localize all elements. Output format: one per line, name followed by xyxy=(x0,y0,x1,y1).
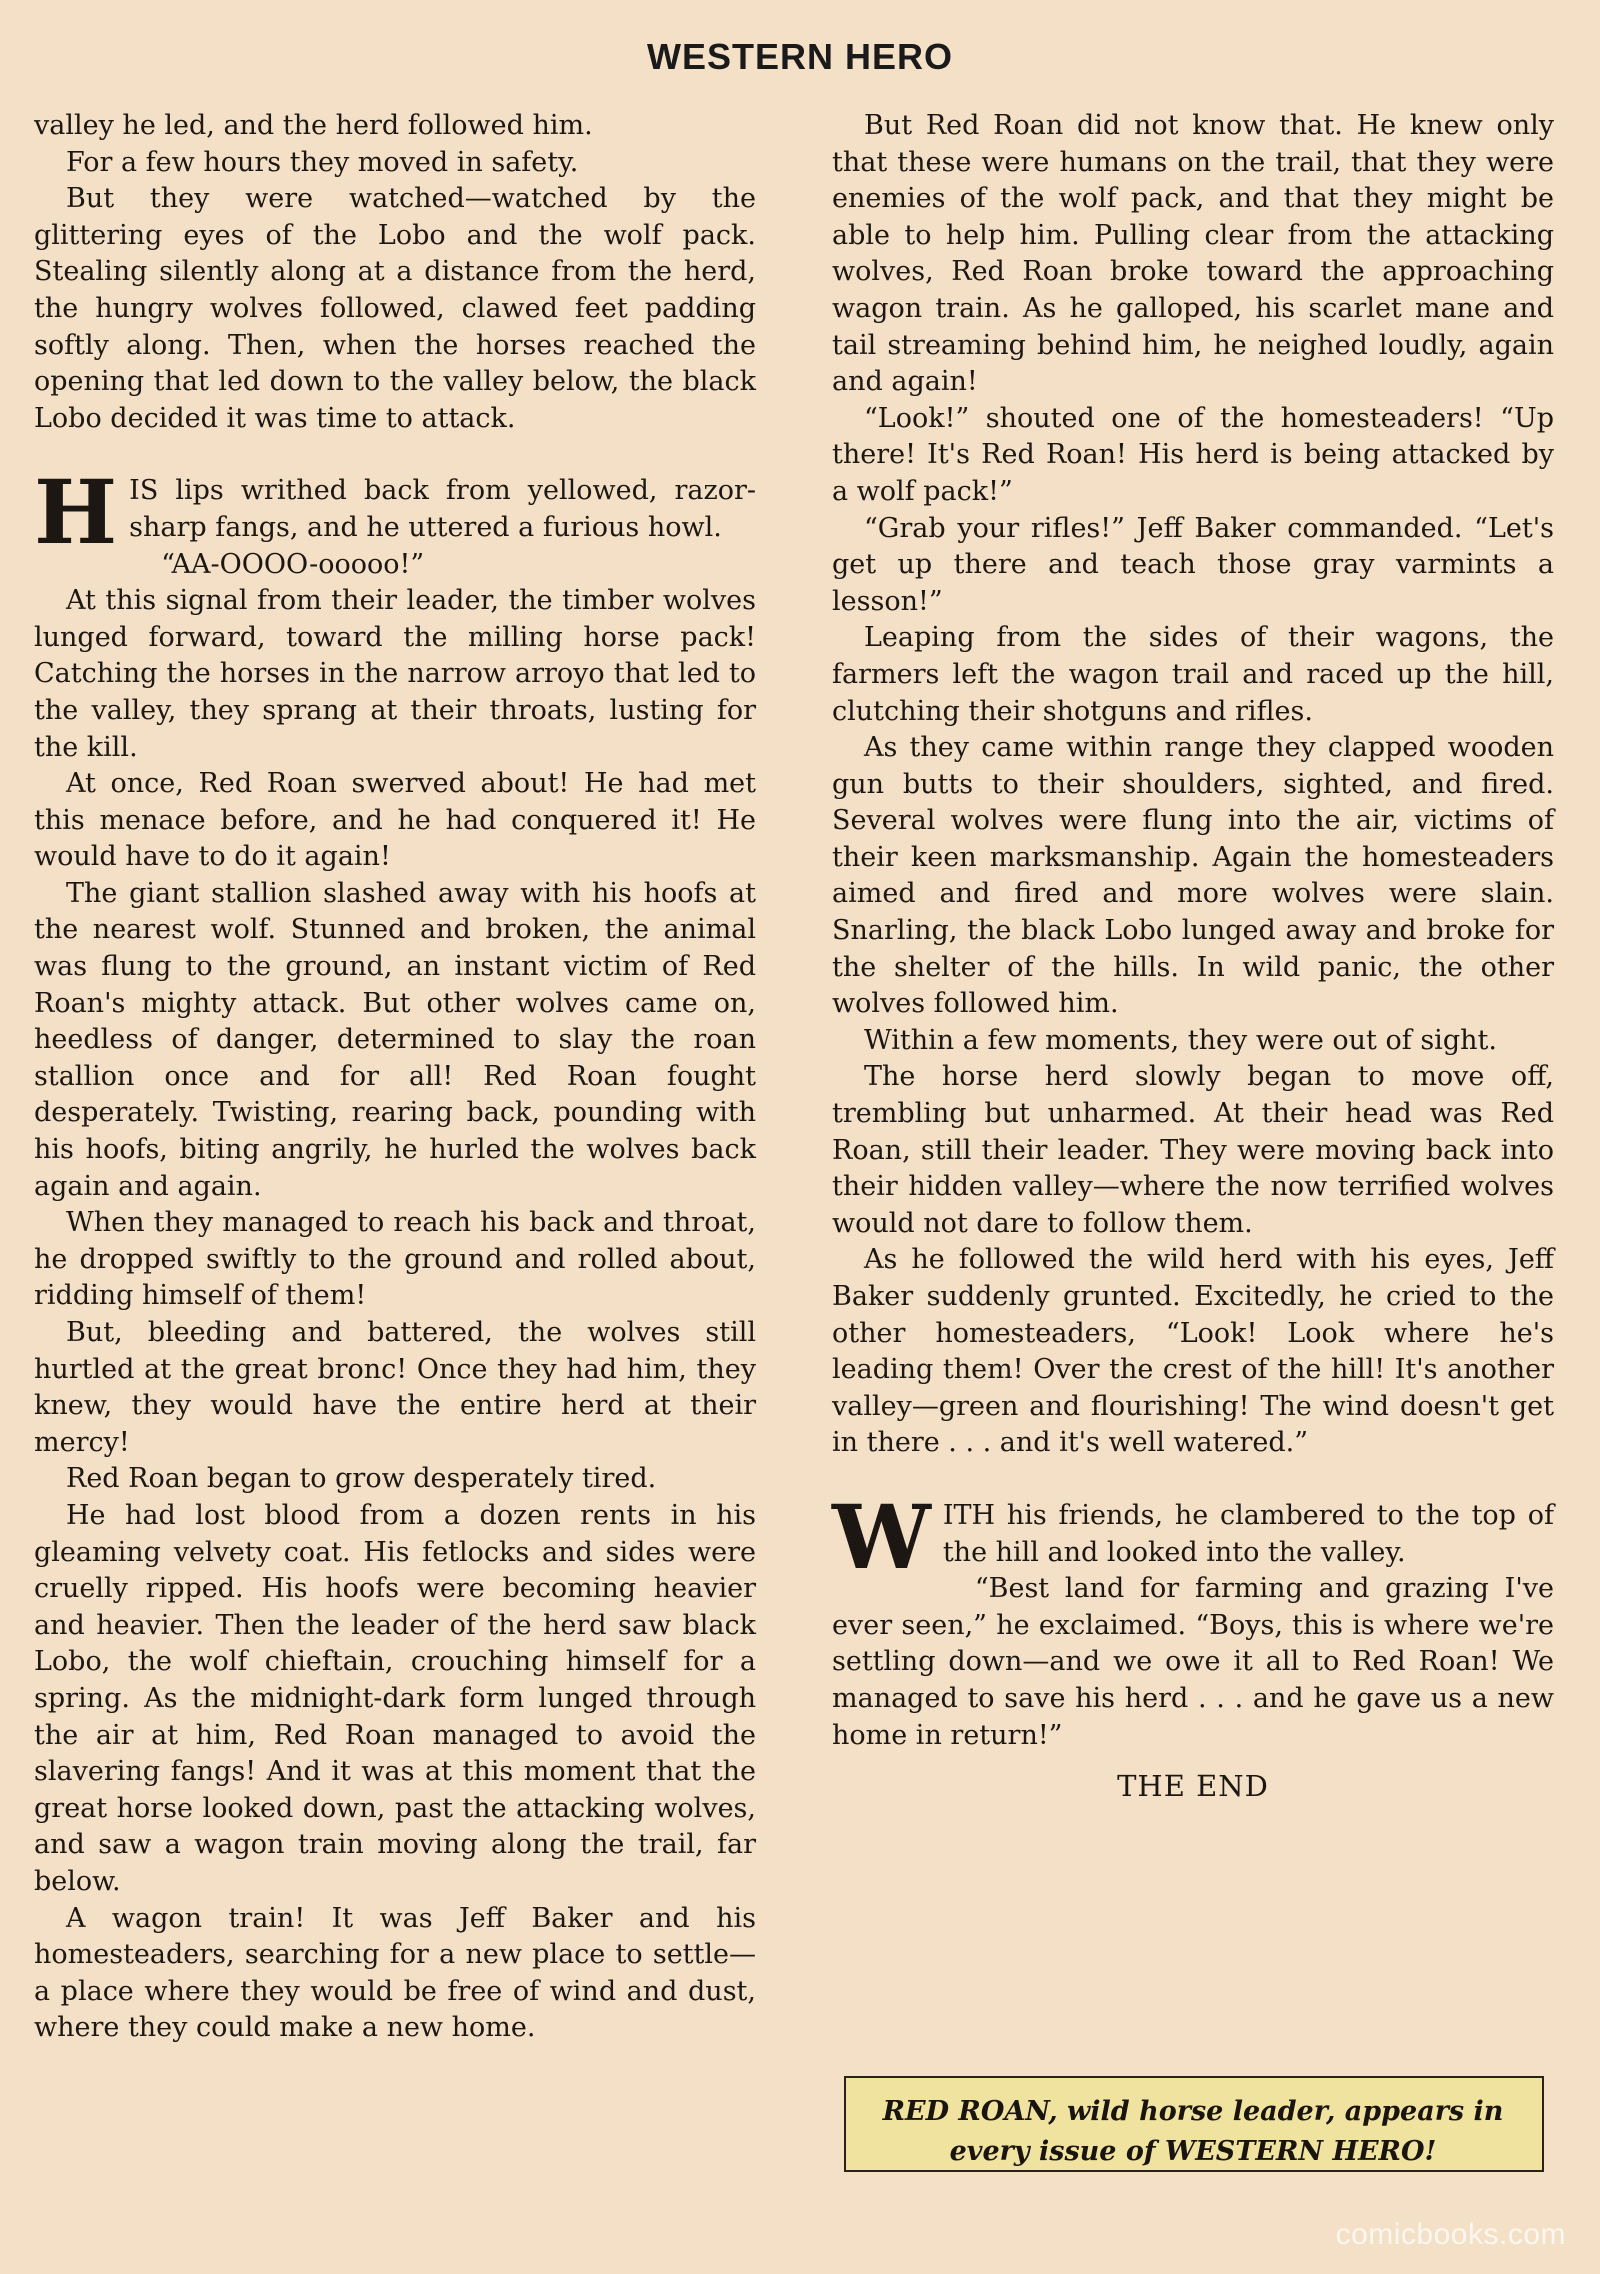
paragraph: “Look!” shouted one of the homesteaders! “Up there! It's Red Roan! His herd is being attacked by a wolf pack!” xyxy=(832,402,1554,507)
promo-box xyxy=(844,2076,1544,2172)
paragraph: The giant stallion slashed away with his hoofs at the nearest wolf. Stunned and broken, the animal was flung to the ground, an instant victim of Red Roan's mighty attack. But other wolves came on, heedless of danger, determined to slay the roan stallion once and for all! Red Roan fought desperately. Twisting, rearing back, pounding with his hoofs, biting angrily, he hurled the wolves back again and again. xyxy=(34,877,756,1202)
paragraph-text: IS lips writhed back from yellowed, razor-sharp fangs, and he uttered a furious howl. xyxy=(129,475,756,543)
drop-cap: W xyxy=(832,1484,931,1589)
paragraph: Red Roan began to grow desperately tired. xyxy=(66,1463,657,1495)
paragraph: But Red Roan did not know that. He knew only that these were humans on the trail, that they were enemies of the wolf pack, and that they might be able to help him. Pulling clear from the attacking wolves, Red Roan broke toward the approaching wagon train. As he galloped, his scarlet mane and tail streaming behind him, he neighed loudly, again and again! xyxy=(832,110,1554,398)
paragraph: A wagon train! It was Jeff Baker and his homesteaders, searching for a new place to settle—a place where they would be free of wind and dust, where they could make a new home. xyxy=(34,1902,756,2044)
paragraph: He had lost blood from a dozen rents in his gleaming velvety coat. His fetlocks and sides were cruelly ripped. His hoofs were becoming heavier and heavier. Then the leader of the herd saw black Lobo, the wolf chieftain, crouching himself for a spring. As the midnight-dark form lunged through the air at him, Red Roan managed to avoid the slavering fangs! And it was at this moment that the great horse looked down, past the attacking wolves, and saw a wagon train moving along the trail, far below. xyxy=(34,1499,756,1897)
paragraph: But, bleeding and battered, the wolves still hurtled at the great bronc! Once they had him, they knew, they would have the entire herd at their mercy! xyxy=(34,1317,756,1458)
paragraph: At once, Red Roan swerved about! He had met this menace before, and he had conquered it! He would have to do it again! xyxy=(34,768,756,873)
left-column xyxy=(34,108,756,2047)
promo-text: RED ROAN, wild horse leader, appears in every issue of WESTERN HERO! xyxy=(882,2096,1504,2167)
paragraph-text: ITH his friends, he clambered to the top of the hill and looked into the valley. xyxy=(942,1499,1554,1568)
page-title: WESTERN HERO xyxy=(646,36,953,77)
paragraph: The horse herd slowly began to move off, trembling but unharmed. At their head was Red Roan, still their leader. They were moving back into their hidden valley—where the now terrified wolves would not dare to follow them. xyxy=(832,1061,1554,1239)
paragraph: For a few hours they moved in safety. xyxy=(66,146,579,178)
paragraph: As he followed the wild herd with his eyes, Jeff Baker suddenly grunted. Excitedly, he cried to the other homesteaders, “Look! Look where he's leading them! Over the crest of the hill! It's another valley—green and flourishing! The wind doesn't get in there . . . and it's well watered.” xyxy=(832,1244,1554,1459)
paragraph: “Grab your rifles!” Jeff Baker commanded. “Let's get up there and teach those gray varmints a lesson!” xyxy=(832,512,1554,617)
paragraph: But they were watched—watched by the glittering eyes of the Lobo and the wolf pack. Stealing silently along at a distance from the herd, the hungry wolves followed, clawed feet padding softly along. Then, when the horses reached the opening that led down to the valley below, the black Lobo decided it was time to attack. xyxy=(34,183,756,434)
paragraph: “Best land for farming and grazing I've ever seen,” he exclaimed. “Boys, this is where we're settling down—and we owe it all to Red Roan! We managed to save his herd . . . and he gave us a new home in return!” xyxy=(832,1573,1554,1751)
paragraph: “AA-OOOO-ooooo!” xyxy=(161,548,425,580)
paragraph: When they managed to reach his back and throat, he dropped swiftly to the ground and rolled about, ridding himself of them! xyxy=(34,1207,756,1312)
right-column xyxy=(832,108,1554,1805)
paragraph: As they came within range they clapped wooden gun butts to their shoulders, sighted, and fired. Several wolves were flung into the air, victims of their keen marksmanship. Again the homesteaders aimed and fired and more wolves were slain. Snarling, the black Lobo lunged away and broke for the shelter of the hills. In wild panic, the other wolves followed him. xyxy=(832,732,1554,1020)
paragraph: Within a few moments, they were out of sight. xyxy=(864,1024,1497,1056)
drop-cap: H xyxy=(34,460,118,565)
paragraph: Leaping from the sides of their wagons, the farmers left the wagon trail and raced up the hill, clutching their shotguns and rifles. xyxy=(832,622,1554,727)
watermark: comicbooks.com xyxy=(1335,2218,1566,2251)
paragraph: At this signal from their leader, the timber wolves lunged forward, toward the milling horse pack! Catching the horses in the narrow arroyo that led to the valley, they sprang at their throats, lusting for the kill. xyxy=(34,585,756,763)
paragraph-with-drop-cap xyxy=(832,1484,1554,1589)
paragraph: valley he led, and the herd followed him. xyxy=(34,110,593,141)
the-end-label: THE END xyxy=(1117,1769,1269,1804)
